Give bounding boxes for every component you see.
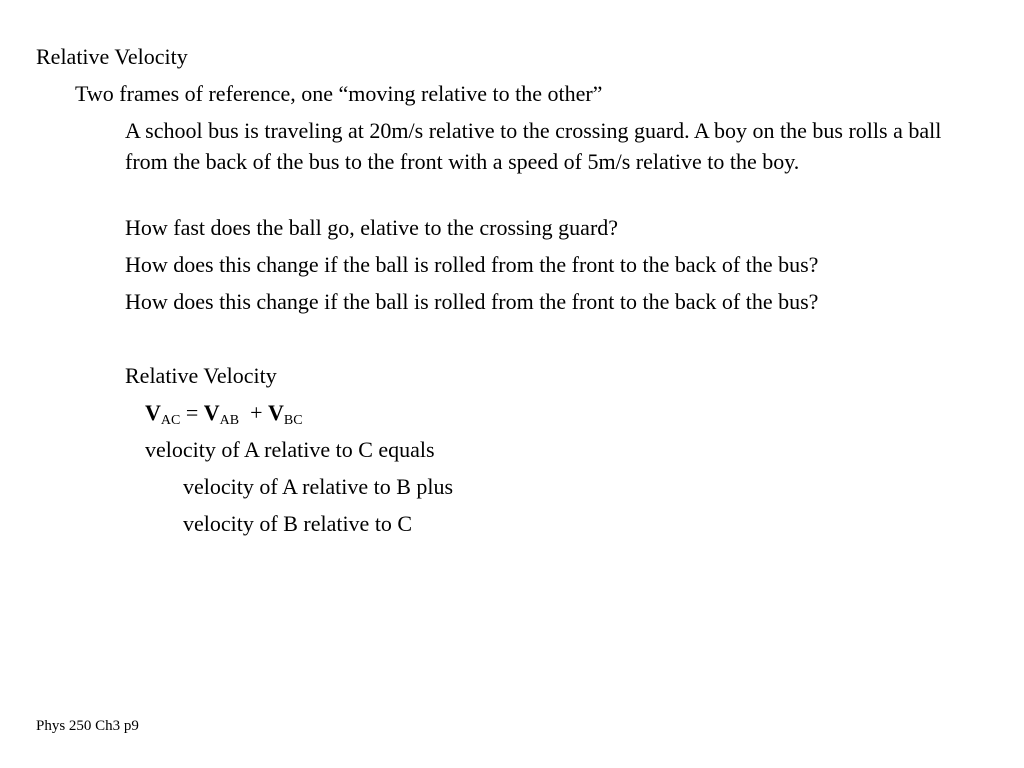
slide-footer: Phys 250 Ch3 p9 — [36, 718, 139, 734]
velocity-equation — [145, 397, 303, 428]
equation-sub1: AC — [160, 413, 181, 428]
question-2: How does this change if the ball is rolled from the front to the back of the bus? — [125, 252, 819, 277]
equation-sub2: AB — [219, 413, 240, 428]
equation-equals: = — [180, 400, 204, 425]
problem-statement: A school bus is traveling at 20m/s relative to the crossing guard. A boy on the bus rolls a ball from the back of the bus to the front with a speed of 5m/s relative to the boy. — [125, 118, 942, 174]
explanation-1: velocity of A relative to C equals — [145, 437, 435, 462]
explanation-2: velocity of A relative to B plus — [183, 474, 454, 499]
equation-v1: V — [145, 400, 161, 425]
equation-v3: V — [268, 400, 284, 425]
question-3: How does this change if the ball is rolled from the front to the back of the bus? — [125, 289, 819, 314]
equation-sub3: BC — [283, 413, 303, 428]
equation-plus: + — [239, 400, 269, 425]
explanation-3: velocity of B relative to C — [183, 511, 413, 536]
slide-subtitle: Two frames of reference, one “moving relative to the other” — [75, 81, 603, 106]
question-1: How fast does the ball go, elative to the crossing guard? — [125, 215, 619, 240]
equation-v2: V — [203, 400, 220, 425]
section-heading: Relative Velocity — [125, 363, 277, 388]
slide-title: Relative Velocity — [36, 44, 188, 69]
